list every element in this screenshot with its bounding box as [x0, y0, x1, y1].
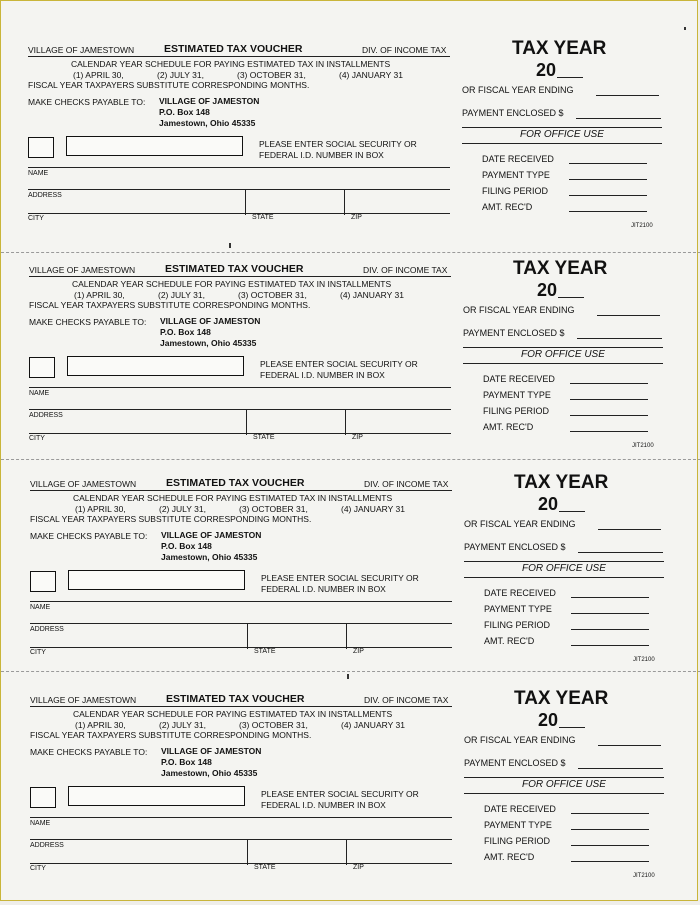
payment-enclosed-blank[interactable] [578, 768, 663, 769]
office-rule-bottom [464, 577, 664, 578]
installment-3: (3) OCTOBER 31, [239, 720, 308, 730]
check-box[interactable] [30, 787, 56, 808]
header-rule [28, 56, 450, 57]
installment-3: (3) OCTOBER 31, [238, 290, 307, 300]
amt-recd-blank[interactable] [569, 211, 647, 212]
fiscal-year-ending-label: OR FISCAL YEAR ENDING [462, 85, 574, 95]
voucher-title: ESTIMATED TAX VOUCHER [166, 693, 305, 705]
office-use-label: FOR OFFICE USE [520, 129, 604, 140]
payment-enclosed-blank[interactable] [577, 338, 662, 339]
ssn-input[interactable] [67, 356, 244, 376]
address-rule [29, 409, 451, 410]
city-label: CITY [29, 435, 45, 442]
fiscal-year-ending-blank[interactable] [596, 95, 659, 96]
installment-2: (2) JULY 31, [159, 720, 206, 730]
installment-2: (2) JULY 31, [159, 504, 206, 514]
form-code: JIT2100 [633, 873, 655, 879]
village-label: VILLAGE OF JAMESTOWN [29, 265, 136, 275]
year-prefix: 20 [536, 60, 557, 80]
division-label: DIV. OF INCOME TAX [364, 479, 449, 489]
office-rule-top [464, 561, 664, 562]
fiscal-year-ending-blank[interactable] [597, 315, 660, 316]
installment-1: (1) APRIL 30, [75, 720, 126, 730]
year-blank[interactable] [558, 297, 584, 298]
fiscal-note: FISCAL YEAR TAXPAYERS SUBSTITUTE CORRESPONDING MONTHS. [30, 730, 312, 740]
payable-label: MAKE CHECKS PAYABLE TO: [28, 97, 146, 107]
header-rule [30, 706, 452, 707]
city-rule [28, 213, 450, 214]
amt-recd-blank[interactable] [571, 861, 649, 862]
payable-label: MAKE CHECKS PAYABLE TO: [30, 747, 148, 757]
date-received-blank[interactable] [571, 813, 649, 814]
voucher-title: ESTIMATED TAX VOUCHER [166, 477, 305, 489]
office-field-filing-period: FILING PERIOD [484, 620, 551, 630]
state-divider [247, 839, 248, 865]
ssn-instruction-2: FEDERAL I.D. NUMBER IN BOX [261, 800, 386, 810]
installment-1: (1) APRIL 30, [74, 290, 125, 300]
year-blank[interactable] [559, 727, 585, 728]
address-label: ADDRESS [30, 626, 64, 633]
city-rule [29, 433, 451, 434]
payee-city: Jamestown, Ohio 45335 [161, 552, 258, 562]
tax-year-label: TAX YEAR [514, 472, 609, 493]
payable-label: MAKE CHECKS PAYABLE TO: [29, 317, 147, 327]
office-rule-top [464, 777, 664, 778]
office-use-label: FOR OFFICE USE [521, 349, 605, 360]
year-blank[interactable] [557, 77, 583, 78]
fiscal-note: FISCAL YEAR TAXPAYERS SUBSTITUTE CORRESPONDING MONTHS. [29, 300, 311, 310]
office-field-amt-recd: AMT. REC'D [482, 202, 533, 212]
address-label: ADDRESS [29, 412, 63, 419]
filing-period-blank[interactable] [570, 415, 648, 416]
ssn-instruction-1: PLEASE ENTER SOCIAL SECURITY OR [261, 789, 419, 799]
office-rule-bottom [463, 363, 663, 364]
payee-name: VILLAGE OF JAMESTON [159, 96, 260, 106]
name-label: NAME [28, 170, 49, 177]
city-rule [30, 647, 452, 648]
date-received-blank[interactable] [571, 597, 649, 598]
payment-type-blank[interactable] [571, 613, 649, 614]
state-label: STATE [253, 434, 275, 441]
fiscal-note: FISCAL YEAR TAXPAYERS SUBSTITUTE CORRESPONDING MONTHS. [28, 80, 310, 90]
office-field-amt-recd: AMT. REC'D [484, 636, 535, 646]
office-field-date-received: DATE RECEIVED [484, 804, 556, 814]
tax-year-label: TAX YEAR [513, 258, 608, 279]
payee-box: P.O. Box 148 [160, 327, 211, 337]
name-rule [30, 601, 452, 602]
payee-name: VILLAGE OF JAMESTON [161, 530, 262, 540]
perforation-line [1, 459, 700, 460]
village-label: VILLAGE OF JAMESTOWN [30, 695, 137, 705]
perforation-line [1, 252, 700, 253]
city-rule [30, 863, 452, 864]
ssn-input[interactable] [68, 570, 245, 590]
office-use-label: FOR OFFICE USE [522, 563, 606, 574]
ssn-instruction-2: FEDERAL I.D. NUMBER IN BOX [261, 584, 386, 594]
payee-box: P.O. Box 148 [161, 757, 212, 767]
installment-1: (1) APRIL 30, [73, 70, 124, 80]
ssn-input[interactable] [68, 786, 245, 806]
year-prefix: 20 [538, 494, 559, 514]
zip-label: ZIP [352, 434, 363, 441]
payment-type-blank[interactable] [571, 829, 649, 830]
state-label: STATE [252, 214, 274, 221]
date-received-blank[interactable] [570, 383, 648, 384]
scan-speck [347, 674, 349, 679]
city-label: CITY [30, 865, 46, 872]
payment-type-blank[interactable] [569, 179, 647, 180]
ssn-instruction-2: FEDERAL I.D. NUMBER IN BOX [260, 370, 385, 380]
installment-3: (3) OCTOBER 31, [239, 504, 308, 514]
payee-box: P.O. Box 148 [159, 107, 210, 117]
voucher-1 [1, 39, 700, 255]
ssn-instruction-1: PLEASE ENTER SOCIAL SECURITY OR [261, 573, 419, 583]
payee-name: VILLAGE OF JAMESTON [161, 746, 262, 756]
check-box[interactable] [30, 571, 56, 592]
city-label: CITY [30, 649, 46, 656]
fiscal-year-ending-label: OR FISCAL YEAR ENDING [463, 305, 575, 315]
zip-divider [345, 409, 346, 435]
date-received-blank[interactable] [569, 163, 647, 164]
zip-divider [346, 839, 347, 865]
ssn-instruction-2: FEDERAL I.D. NUMBER IN BOX [259, 150, 384, 160]
division-label: DIV. OF INCOME TAX [364, 695, 449, 705]
state-divider [246, 409, 247, 435]
installment-2: (2) JULY 31, [157, 70, 204, 80]
payment-enclosed-label: PAYMENT ENCLOSED $ [462, 108, 564, 118]
schedule-line: CALENDAR YEAR SCHEDULE FOR PAYING ESTIMATED TAX IN INSTALLMENTS [72, 279, 392, 289]
scan-speck [229, 243, 231, 248]
office-field-payment-type: PAYMENT TYPE [484, 604, 552, 614]
fiscal-year-ending-label: OR FISCAL YEAR ENDING [464, 735, 576, 745]
office-field-filing-period: FILING PERIOD [484, 836, 551, 846]
name-rule [29, 387, 451, 388]
state-label: STATE [254, 864, 276, 871]
office-rule-top [463, 347, 663, 348]
office-rule-bottom [464, 793, 664, 794]
state-divider [247, 623, 248, 649]
installment-2: (2) JULY 31, [158, 290, 205, 300]
check-box[interactable] [28, 137, 54, 158]
filing-period-blank[interactable] [571, 845, 649, 846]
installment-4: (4) JANUARY 31 [341, 504, 405, 514]
office-field-payment-type: PAYMENT TYPE [482, 170, 550, 180]
zip-label: ZIP [353, 864, 364, 871]
payment-enclosed-label: PAYMENT ENCLOSED $ [463, 328, 565, 338]
office-field-date-received: DATE RECEIVED [483, 374, 555, 384]
payment-enclosed-label: PAYMENT ENCLOSED $ [464, 758, 566, 768]
payee-city: Jamestown, Ohio 45335 [159, 118, 256, 128]
office-use-label: FOR OFFICE USE [522, 779, 606, 790]
installment-1: (1) APRIL 30, [75, 504, 126, 514]
office-field-amt-recd: AMT. REC'D [483, 422, 534, 432]
address-label: ADDRESS [28, 192, 62, 199]
schedule-line: CALENDAR YEAR SCHEDULE FOR PAYING ESTIMATED TAX IN INSTALLMENTS [73, 709, 393, 719]
voucher-title: ESTIMATED TAX VOUCHER [165, 263, 304, 275]
zip-label: ZIP [353, 648, 364, 655]
village-label: VILLAGE OF JAMESTOWN [30, 479, 137, 489]
installment-3: (3) OCTOBER 31, [237, 70, 306, 80]
year-blank[interactable] [559, 511, 585, 512]
fiscal-year-ending-label: OR FISCAL YEAR ENDING [464, 519, 576, 529]
city-label: CITY [28, 215, 44, 222]
year-prefix: 20 [538, 710, 559, 730]
office-field-date-received: DATE RECEIVED [484, 588, 556, 598]
office-rule-bottom [462, 143, 662, 144]
installment-4: (4) JANUARY 31 [339, 70, 403, 80]
name-rule [30, 817, 452, 818]
office-field-filing-period: FILING PERIOD [483, 406, 550, 416]
amt-recd-blank[interactable] [571, 645, 649, 646]
division-label: DIV. OF INCOME TAX [362, 45, 447, 55]
header-rule [29, 276, 451, 277]
office-field-payment-type: PAYMENT TYPE [484, 820, 552, 830]
form-code: JIT2100 [633, 657, 655, 663]
form-code: JIT2100 [632, 443, 654, 449]
division-label: DIV. OF INCOME TAX [363, 265, 448, 275]
voucher-3 [1, 473, 700, 689]
payee-city: Jamestown, Ohio 45335 [161, 768, 258, 778]
fiscal-year-ending-blank[interactable] [598, 529, 661, 530]
state-label: STATE [254, 648, 276, 655]
filing-period-blank[interactable] [571, 629, 649, 630]
office-field-amt-recd: AMT. REC'D [484, 852, 535, 862]
tax-year-label: TAX YEAR [512, 38, 607, 59]
ssn-instruction-1: PLEASE ENTER SOCIAL SECURITY OR [260, 359, 418, 369]
office-field-payment-type: PAYMENT TYPE [483, 390, 551, 400]
voucher-4 [1, 689, 700, 905]
zip-divider [344, 189, 345, 215]
schedule-line: CALENDAR YEAR SCHEDULE FOR PAYING ESTIMATED TAX IN INSTALLMENTS [71, 59, 391, 69]
ssn-instruction-1: PLEASE ENTER SOCIAL SECURITY OR [259, 139, 417, 149]
payment-enclosed-label: PAYMENT ENCLOSED $ [464, 542, 566, 552]
name-label: NAME [29, 390, 50, 397]
payee-name: VILLAGE OF JAMESTON [160, 316, 261, 326]
amt-recd-blank[interactable] [570, 431, 648, 432]
address-rule [30, 623, 452, 624]
zip-label: ZIP [351, 214, 362, 221]
address-rule [30, 839, 452, 840]
payee-city: Jamestown, Ohio 45335 [160, 338, 257, 348]
fiscal-year-ending-blank[interactable] [598, 745, 661, 746]
state-divider [245, 189, 246, 215]
office-rule-top [462, 127, 662, 128]
fiscal-note: FISCAL YEAR TAXPAYERS SUBSTITUTE CORRESPONDING MONTHS. [30, 514, 312, 524]
check-box[interactable] [29, 357, 55, 378]
address-rule [28, 189, 450, 190]
office-field-filing-period: FILING PERIOD [482, 186, 549, 196]
zip-divider [346, 623, 347, 649]
office-field-date-received: DATE RECEIVED [482, 154, 554, 164]
ssn-input[interactable] [66, 136, 243, 156]
payment-enclosed-blank[interactable] [578, 552, 663, 553]
village-label: VILLAGE OF JAMESTOWN [28, 45, 135, 55]
voucher-title: ESTIMATED TAX VOUCHER [164, 43, 303, 55]
installment-4: (4) JANUARY 31 [341, 720, 405, 730]
filing-period-blank[interactable] [569, 195, 647, 196]
name-label: NAME [30, 820, 51, 827]
installment-4: (4) JANUARY 31 [340, 290, 404, 300]
payment-type-blank[interactable] [570, 399, 648, 400]
name-rule [28, 167, 450, 168]
name-label: NAME [30, 604, 51, 611]
perforation-line [1, 671, 700, 672]
voucher-2 [1, 259, 700, 475]
scan-speck [684, 27, 686, 30]
payee-box: P.O. Box 148 [161, 541, 212, 551]
address-label: ADDRESS [30, 842, 64, 849]
payable-label: MAKE CHECKS PAYABLE TO: [30, 531, 148, 541]
schedule-line: CALENDAR YEAR SCHEDULE FOR PAYING ESTIMATED TAX IN INSTALLMENTS [73, 493, 393, 503]
payment-enclosed-blank[interactable] [576, 118, 661, 119]
year-prefix: 20 [537, 280, 558, 300]
form-code: JIT2100 [631, 223, 653, 229]
header-rule [30, 490, 452, 491]
tax-year-label: TAX YEAR [514, 688, 609, 709]
